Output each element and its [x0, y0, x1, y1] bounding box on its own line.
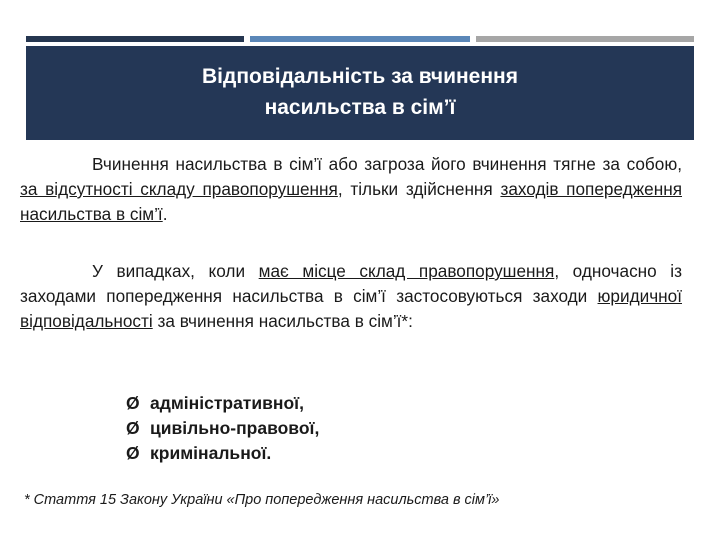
p1-underline-2: заходів попередження насильства в сім’ї: [20, 179, 683, 224]
paragraph-2: [20, 259, 682, 334]
top-bar-dark: [26, 36, 244, 42]
liability-list: [126, 391, 319, 466]
p2-underline-2: юридичної відповідальності: [20, 286, 682, 331]
p2-text-3: за вчинення насильства в сім’ї*:: [152, 311, 413, 331]
list-item: [126, 441, 319, 466]
arrow-bullet-icon: Ø: [126, 443, 140, 463]
footnote: * Стаття 15 Закону України «Про попередження насильства в сім’ї»: [24, 492, 500, 508]
title-line-2: насильства в сім’ї: [264, 96, 456, 119]
list-item-label: адміністративної,: [150, 393, 304, 413]
arrow-bullet-icon: Ø: [126, 418, 140, 438]
p1-text-1: Вчинення насильства в сім’ї або загроза його вчинення тягне за собою,: [92, 154, 682, 174]
p1-text-3: .: [162, 204, 168, 224]
title-banner: [26, 46, 694, 140]
title-line-1: Відповідальність за вчинення: [202, 65, 518, 88]
top-bar-blue: [250, 36, 470, 42]
slide-title: [26, 61, 694, 123]
list-item: [126, 416, 319, 441]
arrow-bullet-icon: Ø: [126, 393, 140, 413]
p2-text-1: У випадках, коли: [92, 261, 259, 281]
list-item-label: кримінальної.: [150, 443, 272, 463]
decorative-top-bars: [26, 36, 694, 42]
paragraph-1: [20, 152, 682, 227]
list-item-label: цивільно-правової,: [150, 418, 320, 438]
top-bar-gray: [476, 36, 694, 42]
p1-underline-1: за відсутності складу правопорушення: [20, 179, 338, 199]
p2-underline-1: має місце склад правопорушення: [258, 261, 555, 281]
list-item: [126, 391, 319, 416]
p2-text-2: , одночасно із заходами попередження насильства в сім’ї застосовуються заходи: [20, 261, 682, 306]
p1-text-2: , тільки здійснення: [337, 179, 501, 199]
